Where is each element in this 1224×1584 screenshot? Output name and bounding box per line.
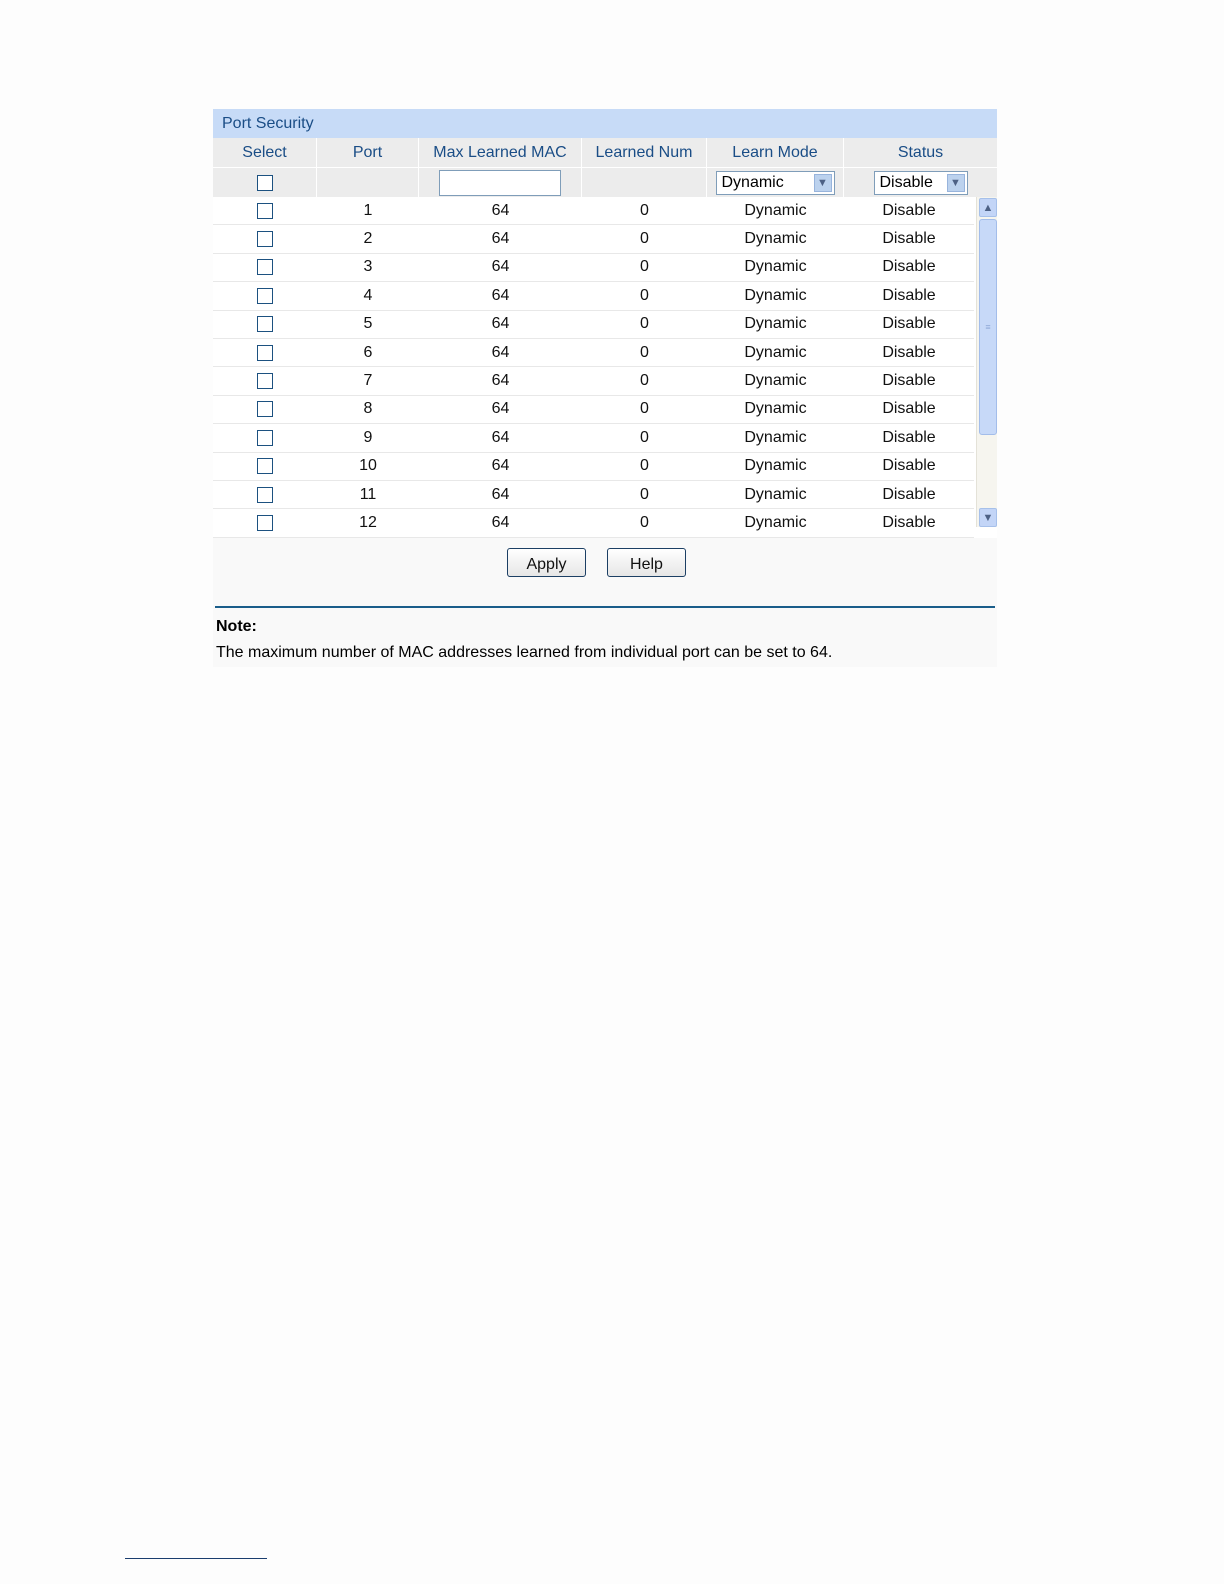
- help-button[interactable]: Help: [607, 548, 686, 577]
- max-learned-mac-cell: 64: [491, 258, 510, 276]
- max-learned-mac-cell: 64: [491, 485, 510, 503]
- status-cell: Disable: [882, 201, 936, 219]
- port-cell: 11: [359, 485, 377, 503]
- row-checkbox[interactable]: [257, 401, 273, 417]
- learn-mode-cell: Dynamic: [744, 400, 807, 418]
- learn-mode-cell: Dynamic: [744, 286, 807, 304]
- port-cell: 10: [359, 457, 377, 475]
- row-checkbox[interactable]: [257, 487, 273, 503]
- max-learned-mac-cell: 64: [491, 400, 510, 418]
- table-row: [213, 254, 974, 282]
- port-cell: 3: [363, 258, 373, 276]
- panel-title: Port Security: [213, 109, 997, 138]
- table-row: [213, 282, 974, 310]
- footer-divider: [125, 1558, 267, 1559]
- learned-num-cell: 0: [640, 258, 649, 276]
- learn-mode-cell: Dynamic: [744, 201, 807, 219]
- select-all-checkbox[interactable]: [257, 175, 273, 191]
- chevron-down-icon[interactable]: ▼: [979, 508, 997, 527]
- learn-mode-cell: Dynamic: [744, 258, 807, 276]
- row-checkbox[interactable]: [257, 373, 273, 389]
- row-checkbox[interactable]: [257, 288, 273, 304]
- port-cell: 7: [363, 372, 373, 390]
- learn-mode-cell: Dynamic: [744, 315, 807, 333]
- learned-num-cell: 0: [640, 457, 649, 475]
- learn-mode-cell: Dynamic: [744, 457, 807, 475]
- port-cell: 4: [363, 286, 373, 304]
- learn-mode-cell: Dynamic: [744, 372, 807, 390]
- status-cell: Disable: [882, 230, 936, 248]
- row-checkbox[interactable]: [257, 345, 273, 361]
- table-row: [213, 396, 974, 424]
- col-header-max-learned-mac: Max Learned MAC: [419, 138, 582, 167]
- learn-mode-cell: Dynamic: [744, 230, 807, 248]
- port-cell: 1: [363, 201, 373, 219]
- status-cell: Disable: [882, 485, 936, 503]
- learn-mode-cell: Dynamic: [744, 513, 807, 531]
- learned-num-cell: 0: [640, 485, 649, 503]
- table-row: [213, 339, 974, 367]
- grip-icon: ≡: [985, 322, 991, 332]
- port-table: [213, 197, 997, 538]
- status-cell: Disable: [882, 457, 936, 475]
- table-row: [213, 481, 974, 509]
- max-learned-mac-cell: 64: [491, 343, 510, 361]
- status-selected: Disable: [879, 173, 933, 191]
- row-checkbox[interactable]: [257, 316, 273, 332]
- scrollbar-thumb[interactable]: [979, 219, 997, 435]
- chevron-down-icon[interactable]: ▼: [814, 174, 832, 192]
- port-cell: 6: [363, 343, 373, 361]
- port-cell: 12: [359, 513, 377, 531]
- action-buttons: [213, 548, 997, 578]
- col-header-status: Status: [897, 143, 944, 161]
- apply-button[interactable]: Apply: [507, 548, 586, 577]
- row-checkbox[interactable]: [257, 231, 273, 247]
- col-header-learn-mode: Learn Mode: [707, 138, 844, 167]
- col-header-select: Select: [213, 138, 317, 167]
- status-cell: Disable: [882, 428, 936, 446]
- learned-num-cell: 0: [640, 372, 649, 390]
- table-row: [213, 424, 974, 452]
- status-select[interactable]: [874, 171, 968, 195]
- status-cell: Disable: [882, 343, 936, 361]
- row-checkbox[interactable]: [257, 458, 273, 474]
- table-row: [213, 225, 974, 253]
- note-label: Note:: [216, 618, 257, 635]
- table-row: [213, 453, 974, 481]
- port-cell: 5: [363, 315, 373, 333]
- learn-mode-cell: Dynamic: [744, 485, 807, 503]
- learn-mode-cell: Dynamic: [744, 343, 807, 361]
- port-rows: [213, 197, 974, 538]
- col-header-learned-num: Learned Num: [582, 138, 707, 167]
- max-learned-mac-cell: 64: [491, 201, 510, 219]
- col-header-port: Port: [317, 138, 419, 167]
- table-row: [213, 509, 974, 537]
- table-header: [213, 138, 997, 168]
- max-learned-mac-cell: 64: [491, 286, 510, 304]
- max-learned-mac-cell: 64: [491, 513, 510, 531]
- max-learned-mac-cell: 64: [491, 428, 510, 446]
- learned-num-cell: 0: [640, 513, 649, 531]
- max-learned-mac-cell: 64: [491, 315, 510, 333]
- status-cell: Disable: [882, 286, 936, 304]
- learned-num-cell: 0: [640, 315, 649, 333]
- learn-mode-selected: Dynamic: [721, 173, 784, 191]
- learned-num-cell: 0: [640, 400, 649, 418]
- learned-num-cell: 0: [640, 343, 649, 361]
- status-cell: Disable: [882, 315, 936, 333]
- status-cell: Disable: [882, 372, 936, 390]
- port-cell: 2: [363, 230, 373, 248]
- note-text: The maximum number of MAC addresses learned from individual port can be set to 64.: [216, 644, 833, 661]
- note-divider: [215, 606, 995, 608]
- max-learned-mac-cell: 64: [491, 372, 510, 390]
- status-cell: Disable: [882, 258, 936, 276]
- port-cell: 9: [363, 428, 373, 446]
- status-cell: Disable: [882, 400, 936, 418]
- table-row: [213, 197, 974, 225]
- learned-num-cell: 0: [640, 428, 649, 446]
- batch-edit-row: [213, 168, 997, 197]
- row-checkbox[interactable]: [257, 259, 273, 275]
- learn-mode-cell: Dynamic: [744, 428, 807, 446]
- port-security-panel: [213, 109, 997, 667]
- row-checkbox[interactable]: [257, 203, 273, 219]
- chevron-down-icon[interactable]: ▼: [947, 174, 965, 192]
- max-learned-mac-input[interactable]: [439, 170, 561, 196]
- learned-num-cell: 0: [640, 230, 649, 248]
- table-row: [213, 367, 974, 395]
- row-checkbox[interactable]: [257, 430, 273, 446]
- max-learned-mac-cell: 64: [491, 230, 510, 248]
- status-cell: Disable: [882, 513, 936, 531]
- learned-num-cell: 0: [640, 286, 649, 304]
- learned-num-cell: 0: [640, 201, 649, 219]
- table-scrollbar[interactable]: [976, 197, 997, 527]
- learn-mode-select[interactable]: [716, 171, 835, 195]
- port-cell: 8: [363, 400, 373, 418]
- row-checkbox[interactable]: [257, 515, 273, 531]
- table-row: [213, 311, 974, 339]
- max-learned-mac-cell: 64: [491, 457, 510, 475]
- chevron-up-icon[interactable]: ▲: [979, 198, 997, 217]
